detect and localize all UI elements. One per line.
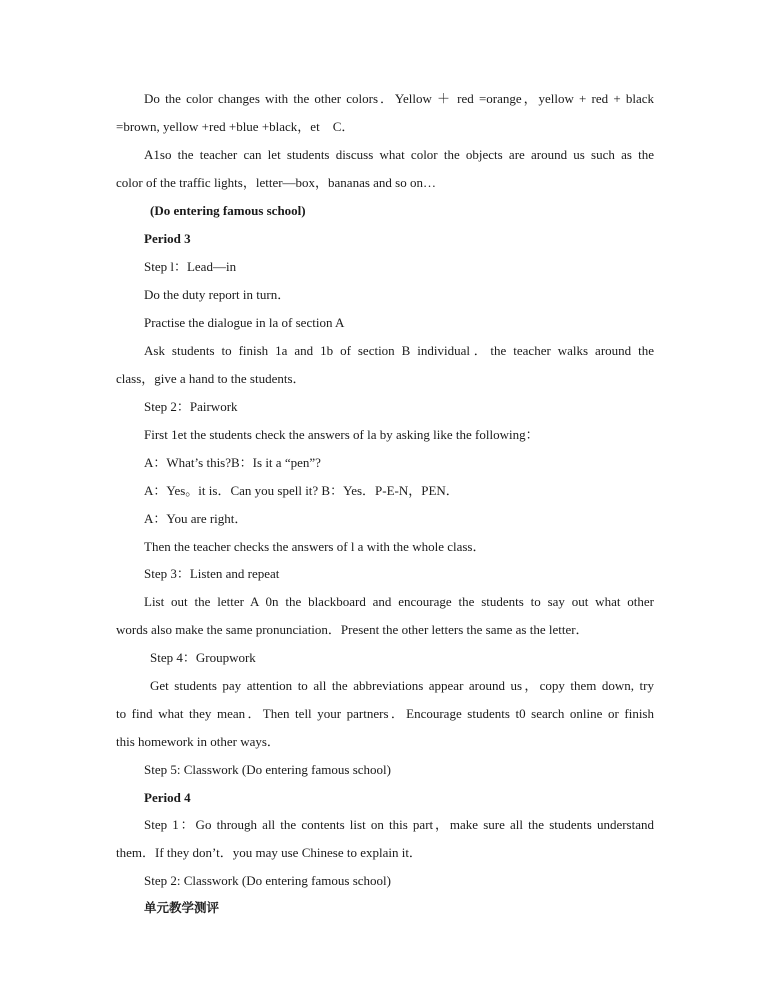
step-5-classwork: Step 5: Classwork (Do entering famous school) xyxy=(144,762,391,777)
dialogue-line-1: A：What’s this?B：Is it a “pen”? xyxy=(144,455,321,470)
paragraph-discuss-line-2: color of the traffic lights，letter—box，bananas and so on… xyxy=(116,175,436,190)
step-3-listen-repeat: Step 3：Listen and repeat xyxy=(144,566,280,581)
heading-period-4: Period 4 xyxy=(144,790,191,805)
paragraph-abbreviations-line-1: Get students pay attention to all the abbreviations appear around us，copy them down, try xyxy=(150,678,654,693)
heading-unit-assessment: 单元教学测评 xyxy=(144,900,220,915)
paragraph-go-through-line-1: Step 1：Go through all the contents list on this part，make sure all the students understand xyxy=(144,817,654,832)
dialogue-line-2: A：Yes。it is．Can you spell it? B：Yes．P-E-N，PEN． xyxy=(144,483,459,498)
heading-period-3: Period 3 xyxy=(144,231,191,246)
step-2-classwork: Step 2: Classwork (Do entering famous school) xyxy=(144,873,391,888)
text-teacher-checks: Then the teacher checks the answers of l a with the whole class． xyxy=(144,539,486,554)
dialogue-line-3: A：You are right． xyxy=(144,511,248,526)
text-check-answers: First 1et the students check the answers of la by asking like the following： xyxy=(144,427,539,442)
text-duty-report: Do the duty report in turn． xyxy=(144,287,291,302)
paragraph-list-letter-line-1: List out the letter A 0n the blackboard and encourage the students to say out what other xyxy=(144,594,654,609)
section-note-famous-school: (Do entering famous school) xyxy=(150,203,306,218)
paragraph-color-changes-line-1: Do the color changes with the other colors．Yellow ＋ red =orange，yellow + red + black xyxy=(144,91,654,106)
paragraph-list-letter-line-2: words also make the same pronunciation．Present the other letters the same as the letter． xyxy=(116,622,589,637)
paragraph-finish-1a-line-1: Ask students to finish 1a and 1b of section B individual．the teacher walks around the xyxy=(144,343,654,358)
paragraph-abbreviations-line-3: this homework in other ways． xyxy=(116,734,280,749)
step-2-pairwork: Step 2：Pairwork xyxy=(144,399,238,414)
text-practise-dialogue: Practise the dialogue in la of section A xyxy=(144,315,345,330)
step-4-groupwork: Step 4：Groupwork xyxy=(150,650,256,665)
paragraph-finish-1a-line-2: class，give a hand to the students． xyxy=(116,371,306,386)
paragraph-discuss-line-1: A1so the teacher can let students discuss what color the objects are around us such as the xyxy=(144,147,654,162)
paragraph-abbreviations-line-2: to find what they mean．Then tell your partners．Encourage students t0 search online or finish xyxy=(116,706,654,721)
step-1-lead-in: Step l：Lead—in xyxy=(144,259,237,274)
paragraph-color-changes-line-2: =brown, yellow +red +blue +black，et C． xyxy=(116,119,355,134)
paragraph-go-through-line-2: them．If they don’t．you may use Chinese to explain it． xyxy=(116,845,422,860)
